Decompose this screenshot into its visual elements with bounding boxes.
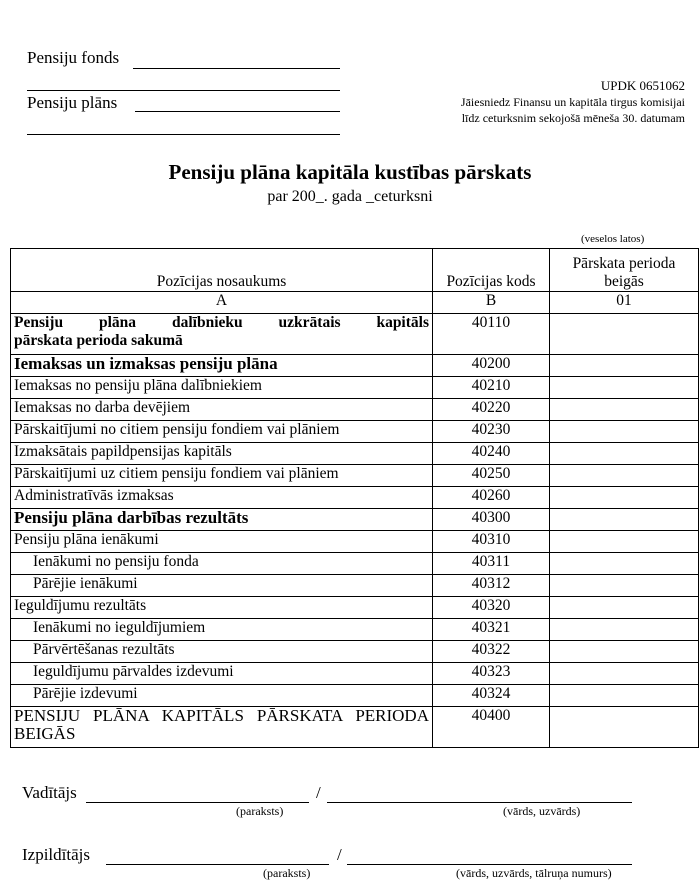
row-name: Ieguldījumu pārvaldes izdevumi xyxy=(11,663,433,685)
row-name: Ienākumi no pensiju fonda xyxy=(11,553,433,575)
table-row xyxy=(11,619,699,641)
row-code: 40200 xyxy=(433,355,550,377)
row-name-line-2: pārskata perioda sakumā xyxy=(14,332,183,349)
row-value-cell[interactable] xyxy=(550,707,699,748)
manager-label: Vadītājs xyxy=(22,783,77,802)
row-value-cell[interactable] xyxy=(550,314,699,355)
row-code: 40311 xyxy=(433,553,550,575)
executor-signature-note: (paraksts) xyxy=(263,866,311,880)
capital-movement-table xyxy=(10,248,699,748)
row-name-line-1: PENSIJU PLĀNA KAPITĀLS PĀRSKATA PERIODA xyxy=(14,706,429,725)
col-code-header-text: Pozīcijas kods xyxy=(446,273,536,290)
row-name: Pārējie ienākumi xyxy=(11,575,433,597)
report-subtitle: par 200_. gada _ceturksni xyxy=(267,188,433,205)
submission-info xyxy=(385,78,685,126)
row-name: Pārskaitījumi uz citiem pensiju fondiem vai plāniem xyxy=(11,465,433,487)
row-value-cell[interactable] xyxy=(550,487,699,509)
table-row xyxy=(11,377,699,399)
row-value-cell[interactable] xyxy=(550,663,699,685)
submission-line-2: līdz ceturksnim sekojošā mēneša 30. datumam xyxy=(461,111,685,125)
row-value-cell[interactable] xyxy=(550,575,699,597)
row-code: 40322 xyxy=(433,641,550,663)
col-period-header-text: Pārskata perioda beigās xyxy=(572,255,676,290)
col-period-header xyxy=(550,249,699,292)
row-code: 40323 xyxy=(433,663,550,685)
row-value-cell[interactable] xyxy=(550,355,699,377)
table-row xyxy=(11,314,699,355)
row-name-line-2: BEIGĀS xyxy=(14,724,76,743)
row-value-cell[interactable] xyxy=(550,619,699,641)
executor-signature-line[interactable] xyxy=(106,845,329,865)
row-value-cell[interactable] xyxy=(550,509,699,531)
manager-signature-note: (paraksts) xyxy=(236,804,284,818)
pension-plan-line[interactable] xyxy=(135,93,340,112)
table-row xyxy=(11,663,699,685)
col-letter-b: B xyxy=(433,292,550,314)
executor-slash: / xyxy=(337,845,342,864)
executor-name-line[interactable] xyxy=(347,845,632,865)
row-value-cell[interactable] xyxy=(550,465,699,487)
manager-signature-line[interactable] xyxy=(86,783,309,803)
form-code: UPDK 0651062 xyxy=(600,78,685,93)
table-row xyxy=(11,707,699,748)
executor-name-note: (vārds, uzvārds, tālruņa numurs) xyxy=(456,866,612,880)
col-name-header-text: Pozīcijas nosaukums xyxy=(156,273,287,290)
row-code: 40300 xyxy=(433,509,550,531)
row-code: 40210 xyxy=(433,377,550,399)
manager-name-line[interactable] xyxy=(327,783,632,803)
table-row xyxy=(11,443,699,465)
row-name: Ienākumi no ieguldījumiem xyxy=(11,619,433,641)
pension-plan-line-2[interactable] xyxy=(27,118,340,135)
row-code: 40320 xyxy=(433,597,550,619)
table-row xyxy=(11,399,699,421)
row-code: 40400 xyxy=(433,707,550,748)
pension-fund-label: Pensiju fonds xyxy=(27,48,120,67)
row-code: 40230 xyxy=(433,421,550,443)
table-row xyxy=(11,421,699,443)
table-header-row xyxy=(11,249,699,292)
row-value-cell[interactable] xyxy=(550,553,699,575)
row-name xyxy=(11,707,433,748)
submission-line-1: Jāiesniedz Finansu un kapitāla tirgus komisijai xyxy=(460,95,685,109)
table-row xyxy=(11,575,699,597)
executor-label: Izpildītājs xyxy=(22,845,90,864)
row-name: Pensiju plāna darbības rezultāts xyxy=(11,509,433,531)
row-name xyxy=(11,314,433,355)
col-name-header xyxy=(11,249,433,292)
pension-plan-label: Pensiju plāns xyxy=(27,93,118,112)
row-code: 40110 xyxy=(433,314,550,355)
table-letter-row xyxy=(11,292,699,314)
row-name: Iemaksas no darba devējiem xyxy=(11,399,433,421)
row-code: 40250 xyxy=(433,465,550,487)
table-row xyxy=(11,465,699,487)
table-row xyxy=(11,685,699,707)
row-code: 40324 xyxy=(433,685,550,707)
row-value-cell[interactable] xyxy=(550,641,699,663)
row-name: Izmaksātais papildpensijas kapitāls xyxy=(11,443,433,465)
table-row xyxy=(11,509,699,531)
row-code: 40260 xyxy=(433,487,550,509)
col-number: 01 xyxy=(550,292,699,314)
manager-slash: / xyxy=(316,783,321,802)
col-letter-a: A xyxy=(11,292,433,314)
row-value-cell[interactable] xyxy=(550,531,699,553)
row-code: 40321 xyxy=(433,619,550,641)
row-value-cell[interactable] xyxy=(550,685,699,707)
unit-note: (veselos latos) xyxy=(581,233,645,245)
row-name-line-1: Pensiju plāna dalībnieku uzkrātais kapitāls xyxy=(14,314,429,331)
row-name: Pārējie izdevumi xyxy=(11,685,433,707)
row-name: Iemaksas no pensiju plāna dalībniekiem xyxy=(11,377,433,399)
table-row xyxy=(11,531,699,553)
manager-name-note: (vārds, uzvārds) xyxy=(503,804,581,818)
col-code-header xyxy=(433,249,550,292)
row-code: 40310 xyxy=(433,531,550,553)
row-name: Pensiju plāna ienākumi xyxy=(11,531,433,553)
report-title: Pensiju plāna kapitāla kustības pārskats xyxy=(168,160,532,184)
pension-fund-line-2[interactable] xyxy=(27,72,340,91)
row-code: 40220 xyxy=(433,399,550,421)
row-name: Iemaksas un izmaksas pensiju plāna xyxy=(11,355,433,377)
table-row xyxy=(11,487,699,509)
row-value-cell[interactable] xyxy=(550,421,699,443)
table-row xyxy=(11,355,699,377)
row-value-cell[interactable] xyxy=(550,443,699,465)
row-name: Pārvērtēšanas rezultāts xyxy=(11,641,433,663)
row-name: Pārskaitījumi no citiem pensiju fondiem vai plāniem xyxy=(11,421,433,443)
row-value-cell[interactable] xyxy=(550,399,699,421)
row-name: Ieguldījumu rezultāts xyxy=(11,597,433,619)
table-row xyxy=(11,597,699,619)
row-name: Administratīvās izmaksas xyxy=(11,487,433,509)
row-value-cell[interactable] xyxy=(550,597,699,619)
table-row xyxy=(11,553,699,575)
pension-fund-line[interactable] xyxy=(133,48,340,69)
row-code: 40240 xyxy=(433,443,550,465)
row-code: 40312 xyxy=(433,575,550,597)
table-row xyxy=(11,641,699,663)
row-value-cell[interactable] xyxy=(550,377,699,399)
